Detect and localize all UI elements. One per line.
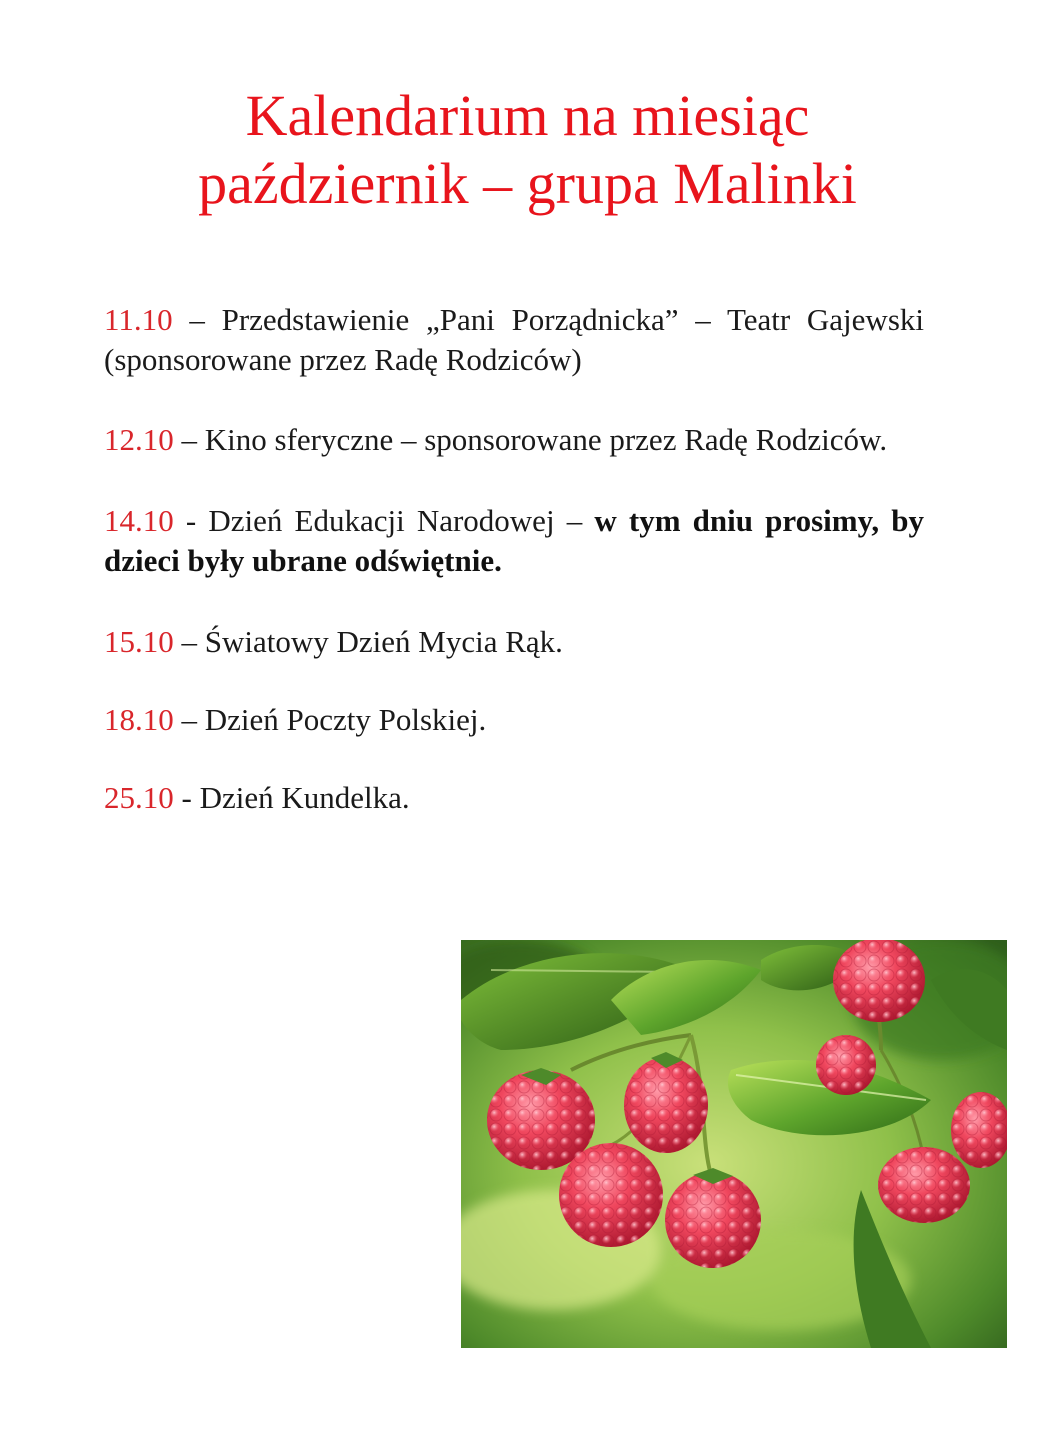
entry-date: 25.10 [104, 780, 174, 815]
entry-date: 12.10 [104, 422, 174, 457]
calendar-entry [104, 622, 924, 662]
raspberry-photo [461, 940, 1007, 1348]
calendar-entry [104, 300, 924, 380]
entry-text: - Dzień Edukacji Narodowej – [173, 503, 595, 538]
entry-date: 18.10 [104, 702, 174, 737]
title-line-2: październik – grupa Malinki [198, 151, 857, 216]
calendar-entry [104, 700, 924, 740]
entry-text: – Kino sferyczne – sponsorowane przez Radę Rodziców. [173, 422, 888, 457]
entry-text: – Przedstawienie „Pani Porządnicka” – Teatr Gajewski (sponsorowane przez Radę Rodziców) [104, 302, 924, 377]
calendar-entries [104, 300, 924, 856]
title-line-1: Kalendarium na miesiąc [245, 83, 810, 148]
calendar-entry [104, 420, 924, 460]
entry-bold-note: w tym dniu prosimy, by dzieci były ubrane odświętnie. [104, 503, 924, 578]
entry-date: 14.10 [104, 503, 174, 538]
calendar-entry [104, 778, 924, 818]
entry-date: 15.10 [104, 624, 174, 659]
entry-text: – Światowy Dzień Mycia Rąk. [173, 624, 563, 659]
calendar-entry [104, 501, 924, 581]
entry-text: - Dzień Kundelka. [173, 780, 410, 815]
entry-text: – Dzień Poczty Polskiej. [173, 702, 487, 737]
entry-date: 11.10 [104, 302, 173, 337]
page-title [0, 82, 1055, 218]
